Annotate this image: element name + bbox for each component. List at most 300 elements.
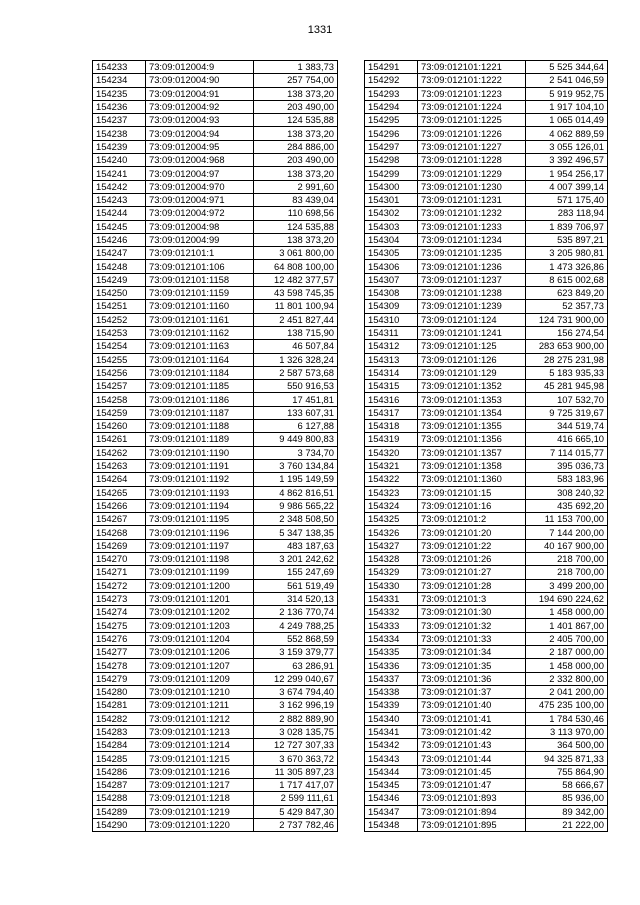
table-row xyxy=(365,473,608,486)
row-number-cell: 154313 xyxy=(365,353,418,366)
value-cell: 2 041 200,00 xyxy=(526,685,608,698)
value-cell: 3 162 996,19 xyxy=(254,699,338,712)
page-number: 1331 xyxy=(307,24,333,36)
value-cell: 94 325 871,33 xyxy=(526,752,608,765)
table-row xyxy=(365,526,608,539)
cadastral-number-cell: 73:09:012101:1226 xyxy=(418,127,526,140)
row-number-cell: 154299 xyxy=(365,167,418,180)
row-number-cell: 154277 xyxy=(93,646,146,659)
cadastral-number-cell: 73:09:012101:35 xyxy=(418,659,526,672)
row-number-cell: 154300 xyxy=(365,180,418,193)
table-row xyxy=(365,539,608,552)
table-row xyxy=(93,712,338,725)
table-row xyxy=(365,592,608,605)
table-row xyxy=(93,725,338,738)
table-row xyxy=(365,752,608,765)
table-row xyxy=(93,207,338,220)
table-row xyxy=(365,712,608,725)
row-number-cell: 154234 xyxy=(93,74,146,87)
row-number-cell: 154301 xyxy=(365,193,418,206)
value-cell: 138 715,90 xyxy=(254,326,338,339)
table-row xyxy=(365,247,608,260)
cadastral-number-cell: 73:09:012101:1192 xyxy=(146,473,254,486)
table-row xyxy=(365,486,608,499)
value-cell: 2 332 800,00 xyxy=(526,672,608,685)
cadastral-number-cell: 73:09:012101:1214 xyxy=(146,739,254,752)
cadastral-number-cell: 73:09:012101:1210 xyxy=(146,685,254,698)
row-number-cell: 154330 xyxy=(365,579,418,592)
cadastral-number-cell: 73:09:012101:47 xyxy=(418,779,526,792)
table-row xyxy=(93,220,338,233)
row-number-cell: 154239 xyxy=(93,140,146,153)
value-cell: 2 187 000,00 xyxy=(526,646,608,659)
row-number-cell: 154328 xyxy=(365,552,418,565)
row-number-cell: 154305 xyxy=(365,247,418,260)
row-number-cell: 154248 xyxy=(93,260,146,273)
value-cell: 11 801 100,94 xyxy=(254,300,338,313)
row-number-cell: 154289 xyxy=(93,805,146,818)
cadastral-number-cell: 73:09:012101:1207 xyxy=(146,659,254,672)
cadastral-number-cell: 73:09:012101:1217 xyxy=(146,779,254,792)
row-number-cell: 154233 xyxy=(93,61,146,74)
row-number-cell: 154312 xyxy=(365,340,418,353)
table-row xyxy=(93,752,338,765)
value-cell: 483 187,63 xyxy=(254,539,338,552)
row-number-cell: 154318 xyxy=(365,420,418,433)
table-row xyxy=(365,632,608,645)
cadastral-number-cell: 73:09:012101:2 xyxy=(418,513,526,526)
cadastral-number-cell: 73:09:012004:971 xyxy=(146,193,254,206)
cadastral-number-cell: 73:09:012101:1236 xyxy=(418,260,526,273)
row-number-cell: 154237 xyxy=(93,114,146,127)
cadastral-number-cell: 73:09:012101:1 xyxy=(146,247,254,260)
table-row xyxy=(93,486,338,499)
cadastral-number-cell: 73:09:012101:1224 xyxy=(418,100,526,113)
value-cell: 623 849,20 xyxy=(526,287,608,300)
value-cell: 416 665,10 xyxy=(526,433,608,446)
cadastral-number-cell: 73:09:012101:1241 xyxy=(418,326,526,339)
cadastral-number-cell: 73:09:012101:1194 xyxy=(146,499,254,512)
table-row xyxy=(93,260,338,273)
value-cell: 203 490,00 xyxy=(254,100,338,113)
value-cell: 550 916,53 xyxy=(254,380,338,393)
cadastral-number-cell: 73:09:012101:1211 xyxy=(146,699,254,712)
table-row xyxy=(365,805,608,818)
cadastral-number-cell: 73:09:012101:1233 xyxy=(418,220,526,233)
value-cell: 364 500,00 xyxy=(526,739,608,752)
cadastral-number-cell: 73:09:012101:22 xyxy=(418,539,526,552)
table-row xyxy=(365,606,608,619)
value-cell: 9 725 319,67 xyxy=(526,406,608,419)
cadastral-number-cell: 73:09:012101:1357 xyxy=(418,446,526,459)
cadastral-number-cell: 73:09:012101:1193 xyxy=(146,486,254,499)
row-number-cell: 154345 xyxy=(365,779,418,792)
row-number-cell: 154331 xyxy=(365,592,418,605)
value-cell: 138 373,20 xyxy=(254,233,338,246)
cadastral-number-cell: 73:09:012101:1206 xyxy=(146,646,254,659)
value-cell: 3 055 126,01 xyxy=(526,140,608,153)
value-cell: 7 114 015,77 xyxy=(526,446,608,459)
row-number-cell: 154347 xyxy=(365,805,418,818)
value-cell: 2 991,60 xyxy=(254,180,338,193)
cadastral-number-cell: 73:09:012101:1190 xyxy=(146,446,254,459)
cadastral-number-cell: 73:09:012004:98 xyxy=(146,220,254,233)
row-number-cell: 154254 xyxy=(93,340,146,353)
cadastral-number-cell: 73:09:012101:42 xyxy=(418,725,526,738)
row-number-cell: 154246 xyxy=(93,233,146,246)
value-cell: 2 599 111,61 xyxy=(254,792,338,805)
cadastral-number-cell: 73:09:012101:1218 xyxy=(146,792,254,805)
table-row xyxy=(93,233,338,246)
value-cell: 52 357,73 xyxy=(526,300,608,313)
row-number-cell: 154278 xyxy=(93,659,146,672)
value-cell: 218 700,00 xyxy=(526,566,608,579)
cadastral-number-cell: 73:09:012101:1223 xyxy=(418,87,526,100)
value-cell: 1 195 149,59 xyxy=(254,473,338,486)
row-number-cell: 154310 xyxy=(365,313,418,326)
cadastral-number-cell: 73:09:012101:893 xyxy=(418,792,526,805)
cadastral-number-cell: 73:09:012101:1160 xyxy=(146,300,254,313)
value-cell: 155 247,69 xyxy=(254,566,338,579)
cadastral-number-cell: 73:09:012101:1230 xyxy=(418,180,526,193)
row-number-cell: 154332 xyxy=(365,606,418,619)
table-row xyxy=(93,646,338,659)
cadastral-number-cell: 73:09:012101:32 xyxy=(418,619,526,632)
table-row xyxy=(93,499,338,512)
row-number-cell: 154267 xyxy=(93,513,146,526)
cadastral-number-cell: 73:09:012101:45 xyxy=(418,765,526,778)
table-row xyxy=(93,473,338,486)
row-number-cell: 154290 xyxy=(93,818,146,831)
value-cell: 552 868,59 xyxy=(254,632,338,645)
table-row xyxy=(93,579,338,592)
value-cell: 3 760 134,84 xyxy=(254,459,338,472)
row-number-cell: 154341 xyxy=(365,725,418,738)
table-row xyxy=(93,273,338,286)
cadastral-number-cell: 73:09:012101:1201 xyxy=(146,592,254,605)
table-row xyxy=(93,167,338,180)
value-cell: 1 473 326,86 xyxy=(526,260,608,273)
row-number-cell: 154282 xyxy=(93,712,146,725)
cadastral-number-cell: 73:09:012101:36 xyxy=(418,672,526,685)
row-number-cell: 154326 xyxy=(365,526,418,539)
table-row xyxy=(93,114,338,127)
table-row xyxy=(93,699,338,712)
cadastral-value-table-left xyxy=(92,60,338,832)
table-row xyxy=(93,552,338,565)
table-row xyxy=(93,61,338,74)
value-cell: 63 286,91 xyxy=(254,659,338,672)
value-cell: 2 405 700,00 xyxy=(526,632,608,645)
value-cell: 110 698,56 xyxy=(254,207,338,220)
row-number-cell: 154302 xyxy=(365,207,418,220)
cadastral-number-cell: 73:09:012101:34 xyxy=(418,646,526,659)
table-row xyxy=(365,366,608,379)
row-number-cell: 154292 xyxy=(365,74,418,87)
cadastral-number-cell: 73:09:012101:1234 xyxy=(418,233,526,246)
cadastral-number-cell: 73:09:012101:26 xyxy=(418,552,526,565)
value-cell: 194 690 224,62 xyxy=(526,592,608,605)
value-cell: 1 458 000,00 xyxy=(526,659,608,672)
table-row xyxy=(93,326,338,339)
value-cell: 3 201 242,62 xyxy=(254,552,338,565)
table-row xyxy=(365,260,608,273)
value-cell: 755 864,90 xyxy=(526,765,608,778)
value-cell: 2 737 782,46 xyxy=(254,818,338,831)
row-number-cell: 154295 xyxy=(365,114,418,127)
cadastral-number-cell: 73:09:012101:1219 xyxy=(146,805,254,818)
value-cell: 1 717 417,07 xyxy=(254,779,338,792)
cadastral-number-cell: 73:09:012101:1202 xyxy=(146,606,254,619)
table-row xyxy=(365,765,608,778)
table-row xyxy=(93,154,338,167)
value-cell: 4 007 399,14 xyxy=(526,180,608,193)
row-number-cell: 154340 xyxy=(365,712,418,725)
row-number-cell: 154285 xyxy=(93,752,146,765)
table-row xyxy=(93,140,338,153)
cadastral-number-cell: 73:09:012004:97 xyxy=(146,167,254,180)
cadastral-number-cell: 73:09:012004:972 xyxy=(146,207,254,220)
table-row xyxy=(93,526,338,539)
cadastral-number-cell: 73:09:012101:1239 xyxy=(418,300,526,313)
row-number-cell: 154288 xyxy=(93,792,146,805)
cadastral-number-cell: 73:09:012101:1232 xyxy=(418,207,526,220)
value-cell: 43 598 745,35 xyxy=(254,287,338,300)
value-cell: 283 118,94 xyxy=(526,207,608,220)
cadastral-number-cell: 73:09:012101:1215 xyxy=(146,752,254,765)
cadastral-number-cell: 73:09:012101:1184 xyxy=(146,366,254,379)
row-number-cell: 154309 xyxy=(365,300,418,313)
row-number-cell: 154247 xyxy=(93,247,146,260)
value-cell: 89 342,00 xyxy=(526,805,608,818)
row-number-cell: 154321 xyxy=(365,459,418,472)
table-row xyxy=(365,273,608,286)
cadastral-number-cell: 73:09:012004:92 xyxy=(146,100,254,113)
table-row xyxy=(93,672,338,685)
row-number-cell: 154348 xyxy=(365,818,418,831)
value-cell: 3 159 379,77 xyxy=(254,646,338,659)
value-cell: 2 348 508,50 xyxy=(254,513,338,526)
cadastral-number-cell: 73:09:012101:1162 xyxy=(146,326,254,339)
row-number-cell: 154243 xyxy=(93,193,146,206)
value-cell: 5 525 344,64 xyxy=(526,61,608,74)
value-cell: 85 936,00 xyxy=(526,792,608,805)
value-cell: 138 373,20 xyxy=(254,167,338,180)
value-cell: 17 451,81 xyxy=(254,393,338,406)
table-row xyxy=(93,380,338,393)
value-cell: 6 127,88 xyxy=(254,420,338,433)
value-cell: 124 731 900,00 xyxy=(526,313,608,326)
table-row xyxy=(93,765,338,778)
cadastral-number-cell: 73:09:012101:1356 xyxy=(418,433,526,446)
row-number-cell: 154327 xyxy=(365,539,418,552)
row-number-cell: 154311 xyxy=(365,326,418,339)
row-number-cell: 154271 xyxy=(93,566,146,579)
cadastral-number-cell: 73:09:012004:9 xyxy=(146,61,254,74)
row-number-cell: 154280 xyxy=(93,685,146,698)
row-number-cell: 154241 xyxy=(93,167,146,180)
row-number-cell: 154263 xyxy=(93,459,146,472)
cadastral-number-cell: 73:09:012101:1187 xyxy=(146,406,254,419)
value-cell: 1 784 530,46 xyxy=(526,712,608,725)
row-number-cell: 154272 xyxy=(93,579,146,592)
row-number-cell: 154244 xyxy=(93,207,146,220)
cadastral-number-cell: 73:09:012101:124 xyxy=(418,313,526,326)
cadastral-number-cell: 73:09:012101:27 xyxy=(418,566,526,579)
value-cell: 9 449 800,83 xyxy=(254,433,338,446)
table-row xyxy=(93,446,338,459)
table-row xyxy=(365,180,608,193)
row-number-cell: 154293 xyxy=(365,87,418,100)
value-cell: 1 383,73 xyxy=(254,61,338,74)
cadastral-number-cell: 73:09:012101:1229 xyxy=(418,167,526,180)
row-number-cell: 154325 xyxy=(365,513,418,526)
row-number-cell: 154283 xyxy=(93,725,146,738)
row-number-cell: 154338 xyxy=(365,685,418,698)
value-cell: 58 666,67 xyxy=(526,779,608,792)
value-cell: 4 862 816,51 xyxy=(254,486,338,499)
table-row xyxy=(93,433,338,446)
value-cell: 124 535,88 xyxy=(254,220,338,233)
value-cell: 1 954 256,17 xyxy=(526,167,608,180)
table-row xyxy=(93,287,338,300)
table-row xyxy=(93,459,338,472)
row-number-cell: 154343 xyxy=(365,752,418,765)
value-cell: 5 429 847,30 xyxy=(254,805,338,818)
value-cell: 583 183,96 xyxy=(526,473,608,486)
row-number-cell: 154261 xyxy=(93,433,146,446)
table-row xyxy=(93,539,338,552)
row-number-cell: 154275 xyxy=(93,619,146,632)
table-row xyxy=(365,659,608,672)
cadastral-number-cell: 73:09:012101:1228 xyxy=(418,154,526,167)
table-row xyxy=(93,393,338,406)
row-number-cell: 154240 xyxy=(93,154,146,167)
cadastral-number-cell: 73:09:012101:1159 xyxy=(146,287,254,300)
cadastral-number-cell: 73:09:012101:1213 xyxy=(146,725,254,738)
row-number-cell: 154296 xyxy=(365,127,418,140)
row-number-cell: 154324 xyxy=(365,499,418,512)
cadastral-number-cell: 73:09:012101:1200 xyxy=(146,579,254,592)
row-number-cell: 154251 xyxy=(93,300,146,313)
table-row xyxy=(365,406,608,419)
value-cell: 3 670 363,72 xyxy=(254,752,338,765)
value-cell: 156 274,54 xyxy=(526,326,608,339)
value-cell: 395 036,73 xyxy=(526,459,608,472)
table-row xyxy=(365,446,608,459)
value-cell: 124 535,88 xyxy=(254,114,338,127)
value-cell: 571 175,40 xyxy=(526,193,608,206)
value-cell: 2 136 770,74 xyxy=(254,606,338,619)
row-number-cell: 154273 xyxy=(93,592,146,605)
table-row xyxy=(365,287,608,300)
cadastral-number-cell: 73:09:012101:15 xyxy=(418,486,526,499)
row-number-cell: 154236 xyxy=(93,100,146,113)
cadastral-number-cell: 73:09:012101:43 xyxy=(418,739,526,752)
row-number-cell: 154270 xyxy=(93,552,146,565)
value-cell: 8 615 002,68 xyxy=(526,273,608,286)
row-number-cell: 154242 xyxy=(93,180,146,193)
row-number-cell: 154238 xyxy=(93,127,146,140)
row-number-cell: 154262 xyxy=(93,446,146,459)
table-row xyxy=(365,154,608,167)
cadastral-number-cell: 73:09:012101:126 xyxy=(418,353,526,366)
row-number-cell: 154250 xyxy=(93,287,146,300)
row-number-cell: 154307 xyxy=(365,273,418,286)
cadastral-number-cell: 73:09:012101:1360 xyxy=(418,473,526,486)
row-number-cell: 154276 xyxy=(93,632,146,645)
cadastral-number-cell: 73:09:012101:41 xyxy=(418,712,526,725)
table-row xyxy=(365,353,608,366)
value-cell: 314 520,13 xyxy=(254,592,338,605)
table-row xyxy=(93,739,338,752)
table-row xyxy=(93,193,338,206)
row-number-cell: 154336 xyxy=(365,659,418,672)
table-row xyxy=(365,433,608,446)
row-number-cell: 154322 xyxy=(365,473,418,486)
value-cell: 218 700,00 xyxy=(526,552,608,565)
cadastral-number-cell: 73:09:012101:1199 xyxy=(146,566,254,579)
row-number-cell: 154257 xyxy=(93,380,146,393)
value-cell: 561 519,49 xyxy=(254,579,338,592)
value-cell: 138 373,20 xyxy=(254,87,338,100)
cadastral-number-cell: 73:09:012101:20 xyxy=(418,526,526,539)
table-row xyxy=(365,646,608,659)
value-cell: 46 507,84 xyxy=(254,340,338,353)
value-cell: 5 347 138,35 xyxy=(254,526,338,539)
cadastral-number-cell: 73:09:012101:894 xyxy=(418,805,526,818)
value-cell: 12 727 307,33 xyxy=(254,739,338,752)
table-row xyxy=(365,566,608,579)
row-number-cell: 154286 xyxy=(93,765,146,778)
value-cell: 3 061 800,00 xyxy=(254,247,338,260)
cadastral-number-cell: 73:09:012101:1222 xyxy=(418,74,526,87)
value-cell: 40 167 900,00 xyxy=(526,539,608,552)
value-cell: 2 587 573,68 xyxy=(254,366,338,379)
cadastral-number-cell: 73:09:012101:1197 xyxy=(146,539,254,552)
table-row xyxy=(365,100,608,113)
cadastral-number-cell: 73:09:012004:970 xyxy=(146,180,254,193)
cadastral-number-cell: 73:09:012101:33 xyxy=(418,632,526,645)
value-cell: 2 882 889,90 xyxy=(254,712,338,725)
cadastral-number-cell: 73:09:012101:1227 xyxy=(418,140,526,153)
table-row xyxy=(93,779,338,792)
value-cell: 344 519,74 xyxy=(526,420,608,433)
row-number-cell: 154291 xyxy=(365,61,418,74)
value-cell: 1 401 867,00 xyxy=(526,619,608,632)
value-cell: 28 275 231,98 xyxy=(526,353,608,366)
table-row xyxy=(365,74,608,87)
value-cell: 107 532,70 xyxy=(526,393,608,406)
cadastral-number-cell: 73:09:012101:129 xyxy=(418,366,526,379)
value-cell: 3 205 980,81 xyxy=(526,247,608,260)
table-row xyxy=(93,606,338,619)
cadastral-number-cell: 73:09:012004:95 xyxy=(146,140,254,153)
value-cell: 3 674 794,40 xyxy=(254,685,338,698)
value-cell: 45 281 945,98 xyxy=(526,380,608,393)
row-number-cell: 154306 xyxy=(365,260,418,273)
cadastral-number-cell: 73:09:012101:1355 xyxy=(418,420,526,433)
value-cell: 535 897,21 xyxy=(526,233,608,246)
cadastral-number-cell: 73:09:012101:1225 xyxy=(418,114,526,127)
table-row xyxy=(93,313,338,326)
cadastral-number-cell: 73:09:012101:1353 xyxy=(418,393,526,406)
row-number-cell: 154284 xyxy=(93,739,146,752)
cadastral-number-cell: 73:09:012101:1204 xyxy=(146,632,254,645)
cadastral-number-cell: 73:09:012004:90 xyxy=(146,74,254,87)
value-cell: 308 240,32 xyxy=(526,486,608,499)
table-row xyxy=(93,513,338,526)
